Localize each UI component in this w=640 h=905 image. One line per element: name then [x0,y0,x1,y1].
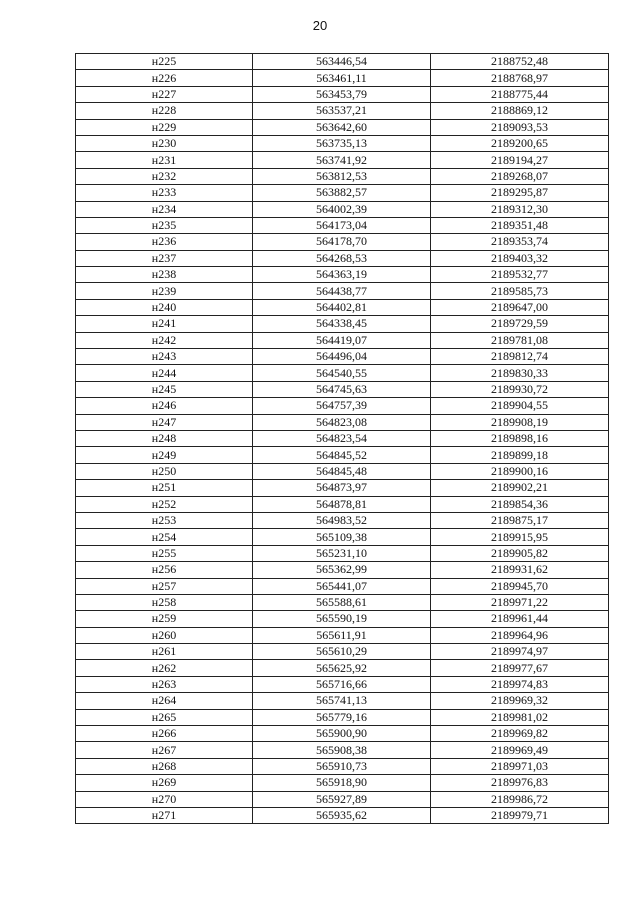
y-coordinate-cell: 2189899,18 [431,447,609,463]
point-id-cell: н253 [76,512,253,528]
x-coordinate-cell: 565716,66 [253,676,431,692]
table-row [76,594,609,610]
point-id-cell: н269 [76,775,253,791]
table-row [76,54,609,70]
y-coordinate-cell: 2189532,77 [431,267,609,283]
y-coordinate-cell: 2189585,73 [431,283,609,299]
x-coordinate-cell: 565908,38 [253,742,431,758]
y-coordinate-cell: 2188768,97 [431,70,609,86]
table-row [76,562,609,578]
x-coordinate-cell: 564873,97 [253,480,431,496]
coordinates-table [75,53,609,824]
x-coordinate-cell: 565741,13 [253,693,431,709]
point-id-cell: н250 [76,463,253,479]
table-row [76,775,609,791]
table-row [76,791,609,807]
y-coordinate-cell: 2189812,74 [431,349,609,365]
point-id-cell: н229 [76,119,253,135]
point-id-cell: н244 [76,365,253,381]
x-coordinate-cell: 564402,81 [253,299,431,315]
point-id-cell: н256 [76,562,253,578]
y-coordinate-cell: 2189268,07 [431,168,609,184]
table-row [76,611,609,627]
point-id-cell: н265 [76,709,253,725]
x-coordinate-cell: 565625,92 [253,660,431,676]
x-coordinate-cell: 564823,08 [253,414,431,430]
x-coordinate-cell: 564178,70 [253,234,431,250]
x-coordinate-cell: 565611,91 [253,627,431,643]
point-id-cell: н264 [76,693,253,709]
x-coordinate-cell: 564002,39 [253,201,431,217]
table-row [76,414,609,430]
table-row [76,578,609,594]
table-row [76,726,609,742]
table-row [76,742,609,758]
y-coordinate-cell: 2189194,27 [431,152,609,168]
point-id-cell: н262 [76,660,253,676]
table-row [76,119,609,135]
table-row [76,644,609,660]
table-row [76,758,609,774]
x-coordinate-cell: 564496,04 [253,349,431,365]
point-id-cell: н235 [76,217,253,233]
x-coordinate-cell: 564757,39 [253,398,431,414]
y-coordinate-cell: 2189931,62 [431,562,609,578]
point-id-cell: н230 [76,135,253,151]
table-row [76,381,609,397]
table-row [76,103,609,119]
coordinates-table-body [76,54,609,824]
point-id-cell: н237 [76,250,253,266]
x-coordinate-cell: 565918,90 [253,775,431,791]
y-coordinate-cell: 2189969,32 [431,693,609,709]
x-coordinate-cell: 563446,54 [253,54,431,70]
x-coordinate-cell: 563812,53 [253,168,431,184]
table-row [76,283,609,299]
table-row [76,398,609,414]
point-id-cell: н271 [76,807,253,823]
y-coordinate-cell: 2189200,65 [431,135,609,151]
table-row [76,86,609,102]
table-row [76,709,609,725]
y-coordinate-cell: 2189905,82 [431,545,609,561]
point-id-cell: н228 [76,103,253,119]
y-coordinate-cell: 2188752,48 [431,54,609,70]
point-id-cell: н231 [76,152,253,168]
point-id-cell: н260 [76,627,253,643]
y-coordinate-cell: 2189900,16 [431,463,609,479]
table-row [76,316,609,332]
table-row [76,693,609,709]
x-coordinate-cell: 564745,63 [253,381,431,397]
x-coordinate-cell: 563642,60 [253,119,431,135]
table-row [76,627,609,643]
x-coordinate-cell: 565231,10 [253,545,431,561]
x-coordinate-cell: 565935,62 [253,807,431,823]
y-coordinate-cell: 2189898,16 [431,430,609,446]
y-coordinate-cell: 2189971,03 [431,758,609,774]
y-coordinate-cell: 2189986,72 [431,791,609,807]
x-coordinate-cell: 565588,61 [253,594,431,610]
x-coordinate-cell: 565590,19 [253,611,431,627]
point-id-cell: н243 [76,349,253,365]
point-id-cell: н246 [76,398,253,414]
point-id-cell: н268 [76,758,253,774]
point-id-cell: н251 [76,480,253,496]
x-coordinate-cell: 563537,21 [253,103,431,119]
point-id-cell: н252 [76,496,253,512]
y-coordinate-cell: 2188775,44 [431,86,609,102]
x-coordinate-cell: 564845,52 [253,447,431,463]
x-coordinate-cell: 563461,11 [253,70,431,86]
y-coordinate-cell: 2189830,33 [431,365,609,381]
y-coordinate-cell: 2189979,71 [431,807,609,823]
x-coordinate-cell: 564338,45 [253,316,431,332]
point-id-cell: н232 [76,168,253,184]
point-id-cell: н225 [76,54,253,70]
x-coordinate-cell: 565610,29 [253,644,431,660]
x-coordinate-cell: 564268,53 [253,250,431,266]
table-row [76,676,609,692]
point-id-cell: н234 [76,201,253,217]
point-id-cell: н245 [76,381,253,397]
x-coordinate-cell: 564363,19 [253,267,431,283]
y-coordinate-cell: 2189781,08 [431,332,609,348]
table-row [76,512,609,528]
table-row [76,201,609,217]
y-coordinate-cell: 2189908,19 [431,414,609,430]
table-row [76,217,609,233]
point-id-cell: н236 [76,234,253,250]
y-coordinate-cell: 2189964,96 [431,627,609,643]
point-id-cell: н266 [76,726,253,742]
point-id-cell: н270 [76,791,253,807]
x-coordinate-cell: 564419,07 [253,332,431,348]
y-coordinate-cell: 2189729,59 [431,316,609,332]
table-row [76,135,609,151]
y-coordinate-cell: 2189915,95 [431,529,609,545]
x-coordinate-cell: 565441,07 [253,578,431,594]
table-row [76,152,609,168]
point-id-cell: н247 [76,414,253,430]
y-coordinate-cell: 2189353,74 [431,234,609,250]
y-coordinate-cell: 2189945,70 [431,578,609,594]
point-id-cell: н238 [76,267,253,283]
table-row [76,234,609,250]
x-coordinate-cell: 564823,54 [253,430,431,446]
table-row [76,463,609,479]
y-coordinate-cell: 2189093,53 [431,119,609,135]
x-coordinate-cell: 564878,81 [253,496,431,512]
point-id-cell: н261 [76,644,253,660]
y-coordinate-cell: 2189974,83 [431,676,609,692]
point-id-cell: н227 [76,86,253,102]
table-row [76,349,609,365]
x-coordinate-cell: 563735,13 [253,135,431,151]
x-coordinate-cell: 563453,79 [253,86,431,102]
x-coordinate-cell: 565910,73 [253,758,431,774]
table-row [76,267,609,283]
point-id-cell: н258 [76,594,253,610]
x-coordinate-cell: 563741,92 [253,152,431,168]
y-coordinate-cell: 2189961,44 [431,611,609,627]
y-coordinate-cell: 2189351,48 [431,217,609,233]
y-coordinate-cell: 2189902,21 [431,480,609,496]
table-row [76,529,609,545]
x-coordinate-cell: 564845,48 [253,463,431,479]
y-coordinate-cell: 2189854,36 [431,496,609,512]
page-number: 20 [312,18,328,33]
point-id-cell: н259 [76,611,253,627]
x-coordinate-cell: 564983,52 [253,512,431,528]
point-id-cell: н242 [76,332,253,348]
point-id-cell: н233 [76,185,253,201]
point-id-cell: н239 [76,283,253,299]
y-coordinate-cell: 2189981,02 [431,709,609,725]
x-coordinate-cell: 564438,77 [253,283,431,299]
y-coordinate-cell: 2189930,72 [431,381,609,397]
y-coordinate-cell: 2189647,00 [431,299,609,315]
x-coordinate-cell: 564540,55 [253,365,431,381]
y-coordinate-cell: 2189969,49 [431,742,609,758]
x-coordinate-cell: 565900,90 [253,726,431,742]
table-row [76,365,609,381]
table-row [76,480,609,496]
table-row [76,496,609,512]
x-coordinate-cell: 564173,04 [253,217,431,233]
table-row [76,660,609,676]
y-coordinate-cell: 2189875,17 [431,512,609,528]
table-row [76,545,609,561]
x-coordinate-cell: 563882,57 [253,185,431,201]
point-id-cell: н226 [76,70,253,86]
x-coordinate-cell: 565779,16 [253,709,431,725]
y-coordinate-cell: 2189904,55 [431,398,609,414]
x-coordinate-cell: 565362,99 [253,562,431,578]
point-id-cell: н248 [76,430,253,446]
point-id-cell: н241 [76,316,253,332]
point-id-cell: н249 [76,447,253,463]
y-coordinate-cell: 2189969,82 [431,726,609,742]
table-row [76,332,609,348]
point-id-cell: н254 [76,529,253,545]
y-coordinate-cell: 2189977,67 [431,660,609,676]
x-coordinate-cell: 565927,89 [253,791,431,807]
table-row [76,447,609,463]
y-coordinate-cell: 2188869,12 [431,103,609,119]
table-row [76,70,609,86]
y-coordinate-cell: 2189403,32 [431,250,609,266]
x-coordinate-cell: 565109,38 [253,529,431,545]
point-id-cell: н267 [76,742,253,758]
table-row [76,807,609,823]
y-coordinate-cell: 2189971,22 [431,594,609,610]
point-id-cell: н257 [76,578,253,594]
y-coordinate-cell: 2189974,97 [431,644,609,660]
table-row [76,430,609,446]
point-id-cell: н240 [76,299,253,315]
table-row [76,250,609,266]
point-id-cell: н255 [76,545,253,561]
y-coordinate-cell: 2189295,87 [431,185,609,201]
table-row [76,168,609,184]
table-row [76,185,609,201]
table-row [76,299,609,315]
point-id-cell: н263 [76,676,253,692]
y-coordinate-cell: 2189976,83 [431,775,609,791]
y-coordinate-cell: 2189312,30 [431,201,609,217]
